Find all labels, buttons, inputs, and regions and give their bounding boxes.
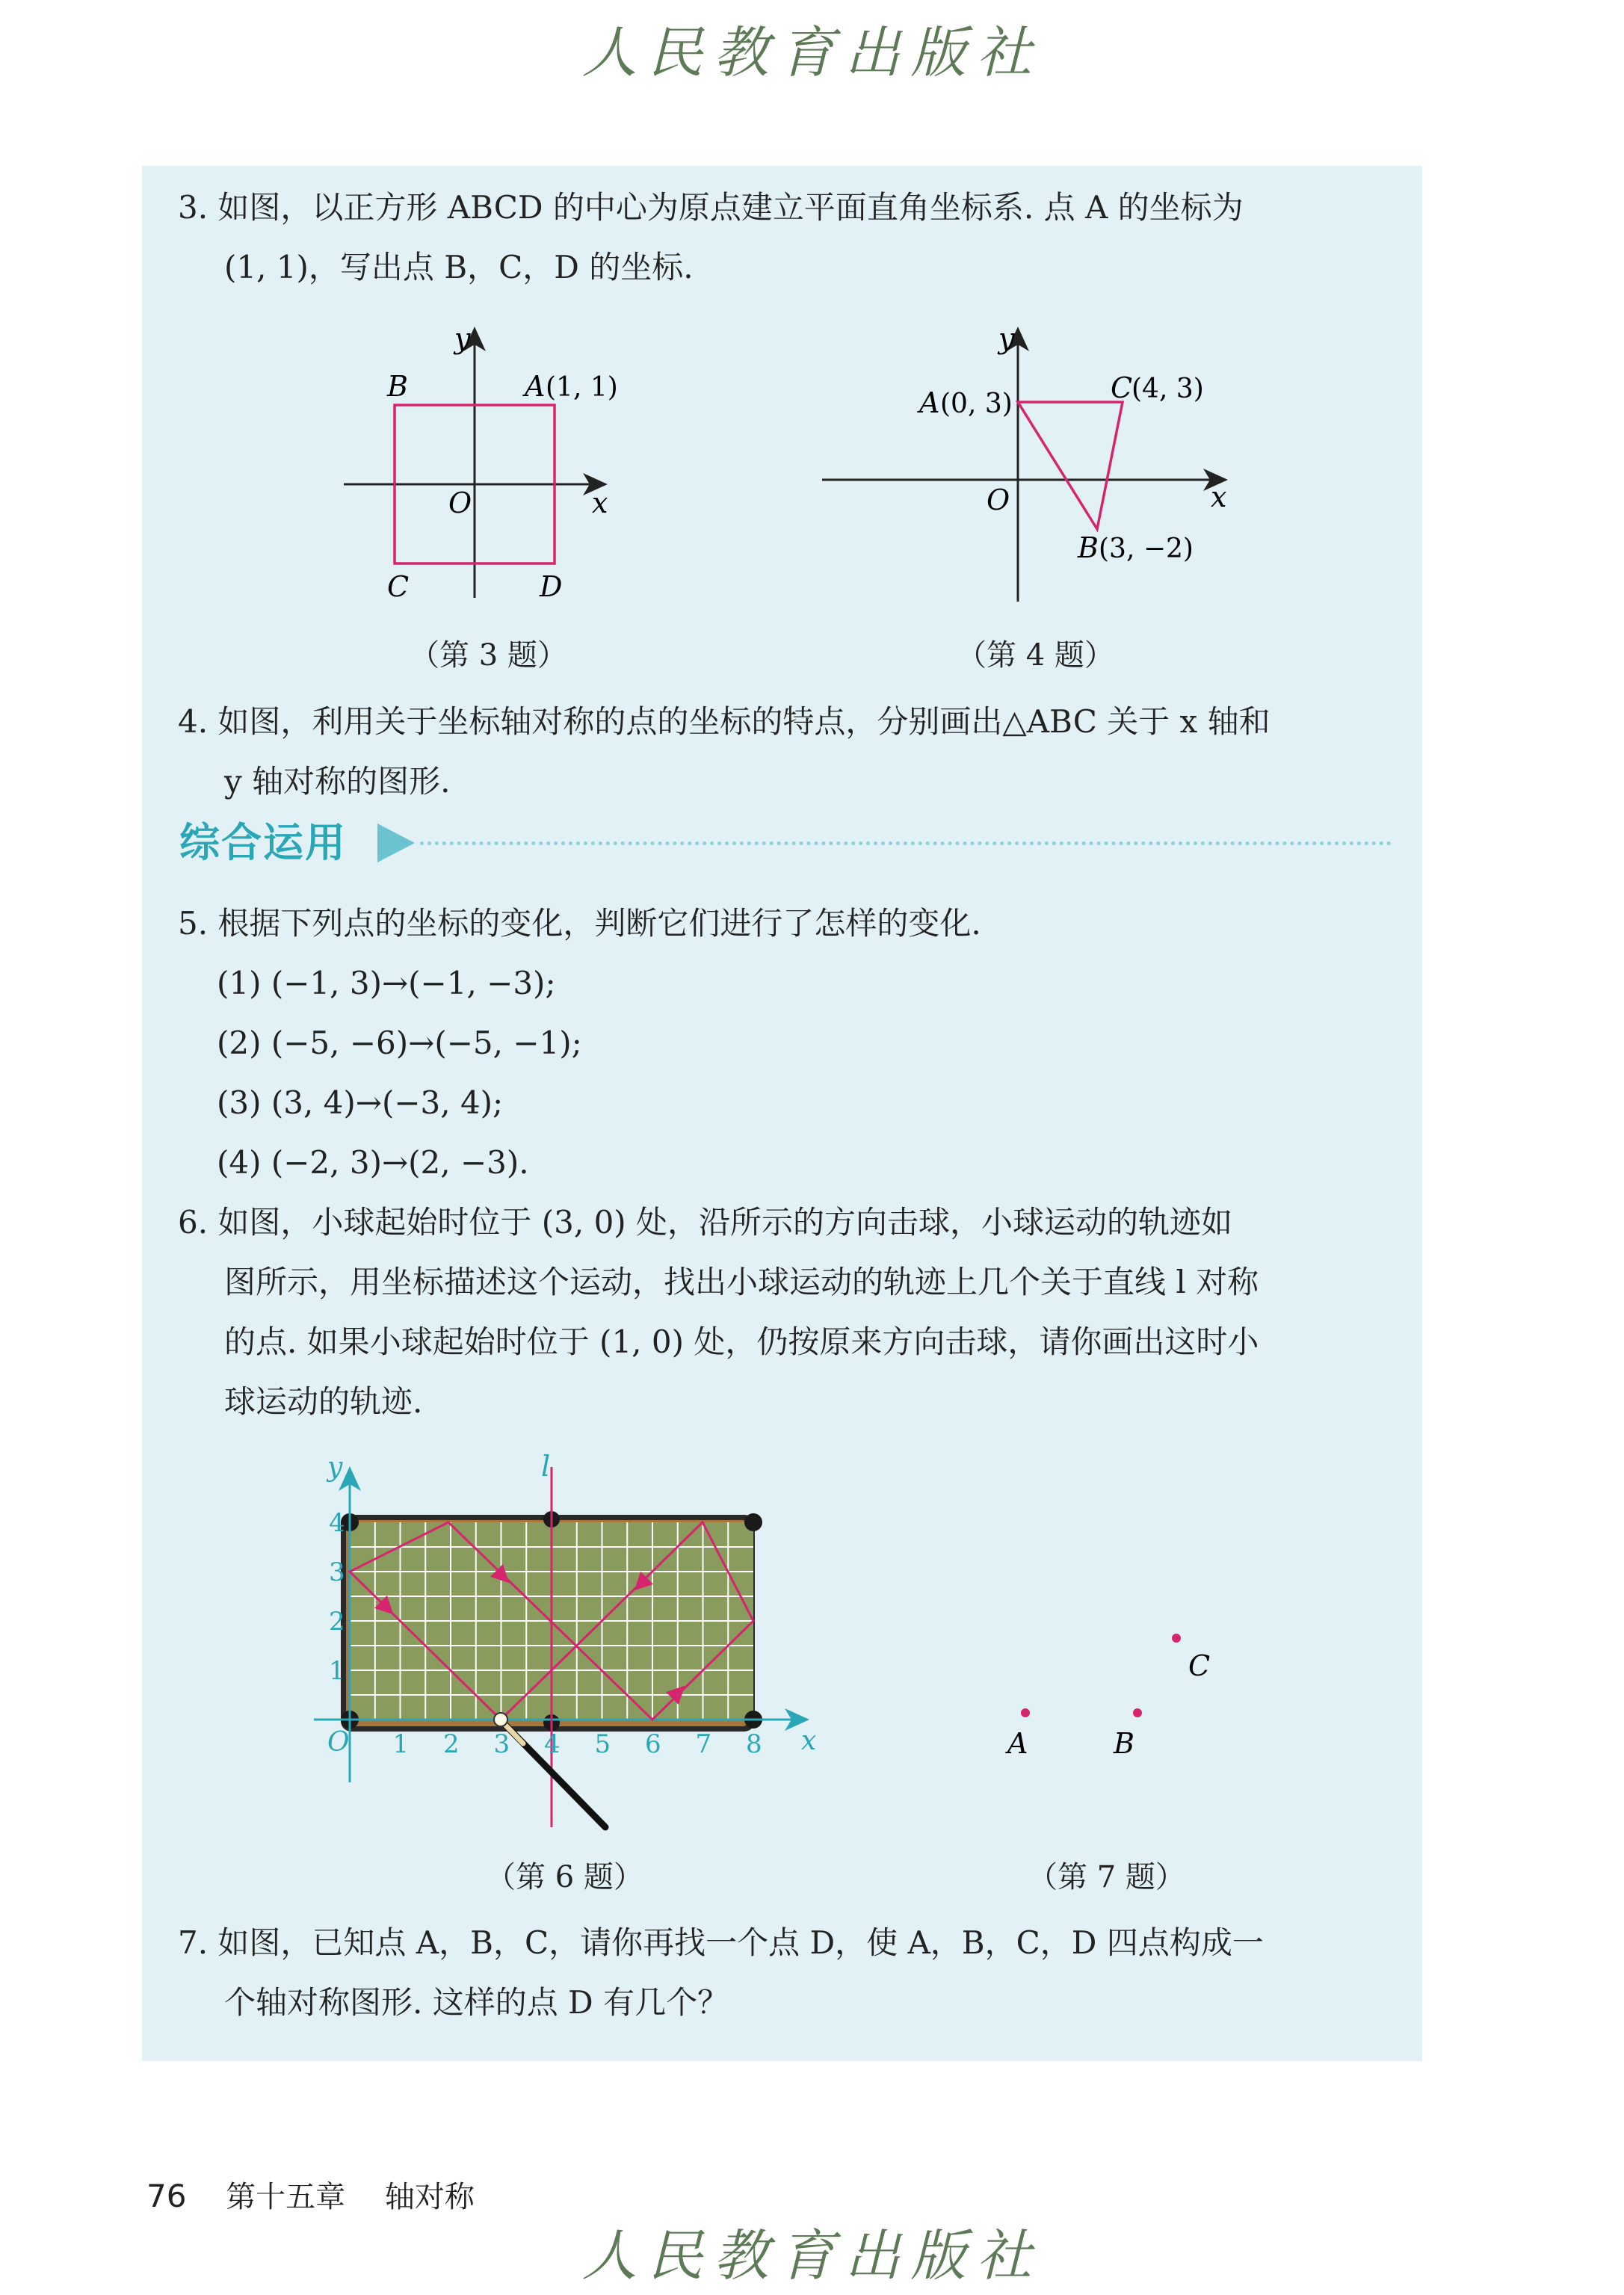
fig6-x-tick-label: 4 [544, 1729, 561, 1759]
fig3-label-a: A [525, 370, 546, 403]
pocket [744, 1513, 762, 1531]
publisher-footer: 人民教育出版社 [581, 2224, 1043, 2288]
fig6-label-y: y [327, 1454, 343, 1483]
problem-6-line-3: 的点. 如果小球起始时位于 (1, 0) 处，仍按原来方向击球，请你画出这时小 [224, 1323, 1259, 1360]
ball [494, 1713, 507, 1726]
problem-5-item-3: (3) (3, 4)→(−3, 4); [217, 1084, 504, 1121]
problem-5-item-4: (4) (−2, 3)→(2, −3). [217, 1144, 529, 1181]
fig6-x-tick-label: 8 [746, 1729, 762, 1759]
fig3-label-o: O [448, 487, 472, 519]
fig3-label-b: B [387, 370, 408, 403]
fig4-label-a-coord: (0, 3) [940, 389, 1013, 419]
fig6-x-tick-label: 2 [443, 1729, 460, 1759]
fig6-label-l: l [541, 1454, 551, 1483]
chapter-title: 轴对称 [384, 2180, 475, 2214]
fig4-label-b: B [1078, 531, 1099, 564]
section-arrow-icon [377, 824, 415, 862]
section-divider [420, 841, 1392, 845]
figure-7-caption: （第 7 题） [1028, 1860, 1185, 1894]
problem-5-item-1: (1) (−1, 3)→(−1, −3); [217, 965, 556, 1001]
fig7-label-b: B [1114, 1727, 1134, 1760]
figure-6 [299, 1454, 837, 1842]
fig7-label-a: A [1007, 1727, 1028, 1760]
fig7-point-b [1133, 1708, 1142, 1717]
fig3-label-d: D [540, 570, 563, 603]
fig4-label-y: y [998, 322, 1015, 355]
problem-6-line-2: 图所示，用坐标描述这个运动，找出小球运动的轨迹上几个关于直线 l 对称 [224, 1264, 1259, 1300]
fig7-label-c: C [1188, 1649, 1211, 1682]
fig6-x-tick-label: 5 [594, 1729, 611, 1759]
figure-3 [329, 321, 628, 613]
page-footer [146, 2173, 475, 2216]
fig6-x-tick-label: 6 [645, 1729, 661, 1759]
fig6-y-tick-label: 3 [329, 1557, 345, 1587]
fig6-y-tick-label: 2 [329, 1607, 345, 1637]
fig7-point-a [1021, 1708, 1030, 1717]
publisher-header: 人民教育出版社 [581, 21, 1043, 85]
fig4-label-o: O [987, 484, 1010, 516]
figure-6-caption: （第 6 题） [486, 1860, 643, 1894]
fig6-label-o: O [327, 1727, 350, 1758]
problem-3-line-2: (1, 1)，写出点 B，C，D 的坐标. [224, 249, 694, 285]
section-title: 综合运用 [179, 819, 347, 866]
fig6-x-tick-label: 1 [392, 1729, 410, 1759]
chapter-number: 第十五章 [226, 2180, 346, 2214]
problem-4-line-1: 4. 如图，利用关于坐标轴对称的点的坐标的特点，分别画出△ABC 关于 x 轴和 [178, 703, 1271, 740]
fig4-label-c: C [1111, 371, 1133, 404]
fig4-label-a: A [919, 386, 940, 419]
problem-6-line-1: 6. 如图，小球起始时位于 (3, 0) 处，沿所示的方向击球，小球运动的轨迹如 [178, 1204, 1233, 1241]
fig3-label-x: x [592, 487, 608, 519]
fig6-y-tick-label: 4 [329, 1508, 345, 1538]
fig3-label-a-coord: (1, 1) [546, 372, 618, 403]
figure-4-caption: （第 4 题） [957, 638, 1114, 673]
fig7-point-c [1172, 1634, 1181, 1643]
fig4-label-c-coord: (4, 3) [1131, 374, 1204, 404]
figure-4 [815, 321, 1248, 613]
figure-3-caption: （第 3 题） [410, 638, 567, 673]
fig3-label-y: y [454, 322, 471, 355]
problem-4-line-2: y 轴对称的图形. [224, 763, 451, 800]
problem-6-line-4: 球运动的轨迹. [224, 1383, 423, 1420]
fig6-x-tick-label: 3 [493, 1729, 510, 1759]
fig3-label-c: C [387, 570, 410, 603]
problem-5-item-2: (2) (−5, −6)→(−5, −1); [217, 1025, 582, 1061]
fig6-label-x: x [801, 1726, 817, 1756]
fig4-label-b-coord: (3, −2) [1099, 534, 1194, 564]
problem-5-intro: 5. 根据下列点的坐标的变化，判断它们进行了怎样的变化. [178, 905, 981, 942]
problem-7-line-2: 个轴对称图形. 这样的点 D 有几个？ [224, 1984, 729, 2021]
fig6-y-tick-label: 1 [329, 1656, 345, 1686]
fig4-triangle [1018, 402, 1123, 529]
fig4-label-x: x [1211, 481, 1227, 513]
problem-3-line-1: 3. 如图，以正方形 ABCD 的中心为原点建立平面直角坐标系. 点 A 的坐标为 [178, 189, 1244, 226]
page-number: 76 [146, 2178, 187, 2214]
figure-7 [972, 1607, 1285, 1771]
problem-7-line-1: 7. 如图，已知点 A，B，C，请你再找一个点 D，使 A，B，C，D 四点构成一 [178, 1924, 1264, 1961]
fig6-x-tick-label: 7 [695, 1729, 712, 1759]
